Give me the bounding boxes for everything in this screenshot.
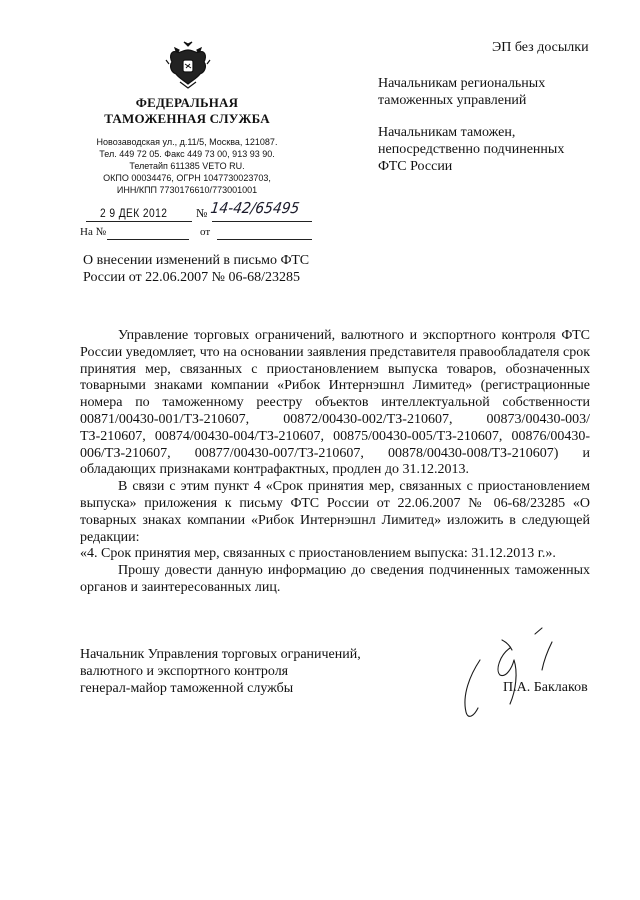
registration-line: [80, 199, 320, 239]
org-name-line: ФЕДЕРАЛЬНАЯ: [135, 95, 239, 110]
reply-to-number-field: [107, 239, 189, 240]
handwritten-signature: [440, 620, 570, 730]
sender-phone-fax: Тел. 449 72 05. Факс 449 73 00, 913 93 90.: [99, 149, 275, 159]
addressee-line: таможенных управлений: [378, 93, 527, 108]
signer-name: П.А. Баклаков: [503, 680, 588, 695]
date-underline: [86, 221, 192, 222]
reply-to-date-field: [217, 239, 312, 240]
signer-position: [80, 646, 400, 697]
signer-position-line: генерал-майор таможенной службы: [80, 681, 294, 696]
addressee-line: Начальникам региональных: [378, 76, 546, 91]
reply-to-date-label: от: [200, 226, 211, 238]
addressee-line: Начальникам таможен,: [378, 125, 516, 140]
subject-line: О внесении изменений в письмо ФТС: [83, 253, 310, 268]
signer-position-line: Начальник Управления торговых ограничений,: [80, 647, 361, 662]
double-headed-eagle-emblem-icon: [165, 40, 211, 90]
body-paragraph-quote: «4. Срок принятия мер, связанных с приостановлением выпуска: 31.12.2013 г.».: [80, 546, 556, 562]
number-label: №: [196, 206, 208, 220]
body-paragraph: Управление торговых ограничений, валютного и экспортного контроля ФТС России уведомляет, что на основании заявления представителя правообладателя срок принятия мер, связанных с приостановлением выпуска товаров, обозначенных товарными знаками компании «Рибок Интернэшнл Лимитед» (регистрационные номера по таможенному реестру объектов интеллектуальной собственности 00871/00430-001/ТЗ-210607, 00872/00430-002/ТЗ-210607, 00873/00430-003/ТЗ-210607, 00874/00430-004/ТЗ-210607, 00875/00430-005/ТЗ-210607, 00876/00430-006/ТЗ-210607, 00877/00430-007/ТЗ-210607, 00878/00430-008/ТЗ-210607) и обладающих признаками контрафактных, продлен до 31.12.2013.: [80, 328, 590, 478]
letter-body: [80, 328, 590, 597]
letter-subject: [83, 252, 343, 286]
sender-teletype: Телетайп 611385 VETO RU.: [129, 161, 245, 171]
addressee-regional: [378, 75, 598, 109]
sender-contact-info: [80, 136, 294, 196]
addressee-line: ФТС России: [378, 159, 453, 174]
addressee-line: непосредственно подчиненных: [378, 142, 565, 157]
body-paragraph: В связи с этим пункт 4 «Срок принятия мер, связанных с приостановлением выпуска» приложения к письму ФТС России от 22.06.2007 № 06-68/23285 «О товарных знаках компании «Рибок Интернэшнл Лимитед» изложить в следующей редакции:: [80, 479, 590, 545]
sender-okpo-ogrn: ОКПО 00034476, ОГРН 1047730023703,: [103, 173, 271, 183]
addressee-customs: [378, 124, 598, 175]
reply-to-number-label: На №: [80, 226, 107, 238]
subject-line: России от 22.06.2007 № 06-68/23285: [83, 270, 301, 285]
ep-mark: ЭП без досылки: [492, 40, 589, 55]
org-name-line: ТАМОЖЕННАЯ СЛУЖБА: [104, 111, 270, 126]
body-paragraph: Прошу довести данную информацию до сведения подчиненных таможенных органов и заинтересованных лиц.: [80, 563, 590, 595]
signer-position-line: валютного и экспортного контроля: [80, 664, 289, 679]
registration-date: 2 9 ДЕК 2012: [100, 206, 168, 220]
registration-number: 14-42/65495: [209, 199, 301, 217]
number-underline: [212, 221, 312, 222]
sender-inn-kpp: ИНН/КПП 7730176610/773001001: [116, 185, 258, 195]
sender-address: Новозаводская ул., д.11/5, Москва, 121087.: [96, 137, 278, 147]
sender-org-name: [80, 95, 294, 127]
